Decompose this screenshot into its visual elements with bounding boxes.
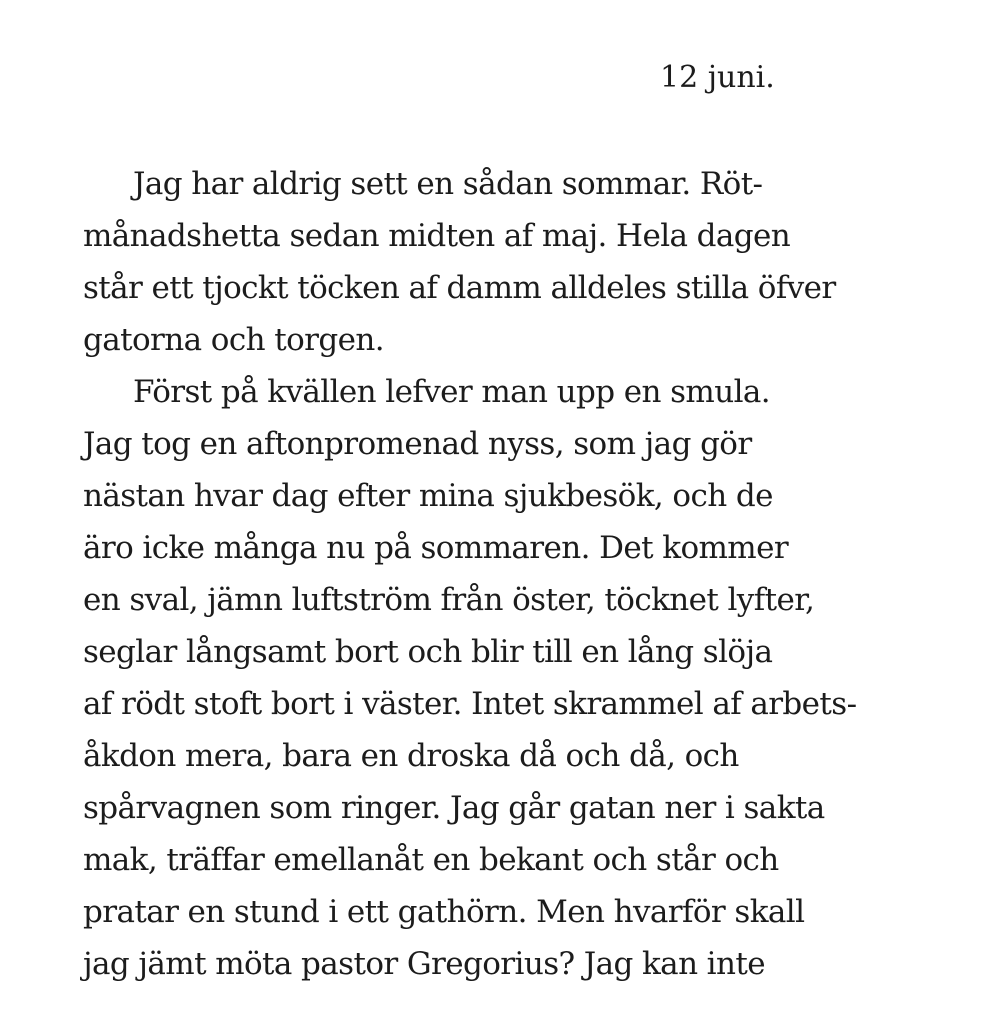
text-line: jag jämt möta pastor Gregorius? Jag kan inte (83, 946, 765, 982)
text-line: mak, träffar emellanåt en bekant och står och (83, 842, 779, 878)
text-line: pratar en stund i ett gathörn. Men hvarför skall (83, 894, 805, 930)
text-line: åkdon mera, bara en droska då och då, och (83, 738, 739, 774)
text-line: månadshetta sedan midten af maj. Hela dagen (83, 218, 791, 254)
body-text (83, 158, 943, 990)
text-line: seglar långsamt bort och blir till en lång slöja (83, 634, 773, 670)
text-line: äro icke många nu på sommaren. Det kommer (83, 530, 789, 566)
diary-date: 12 juni. (660, 60, 775, 95)
text-line: nästan hvar dag efter mina sjukbesök, och de (83, 478, 773, 514)
text-line: Jag tog en aftonpromenad nyss, som jag gör (83, 426, 752, 462)
text-line: af rödt stoft bort i väster. Intet skrammel af arbets- (83, 686, 857, 722)
text-line: står ett tjockt töcken af damm alldeles stilla öfver (83, 270, 836, 306)
text-line: Först på kvällen lefver man upp en smula. (133, 374, 771, 410)
text-line: Jag har aldrig sett en sådan sommar. Röt- (133, 166, 763, 202)
text-line: gatorna och torgen. (83, 322, 384, 358)
text-line: en sval, jämn luftström från öster, töcknet lyfter, (83, 582, 815, 618)
text-line: spårvagnen som ringer. Jag går gatan ner i sakta (83, 790, 825, 826)
